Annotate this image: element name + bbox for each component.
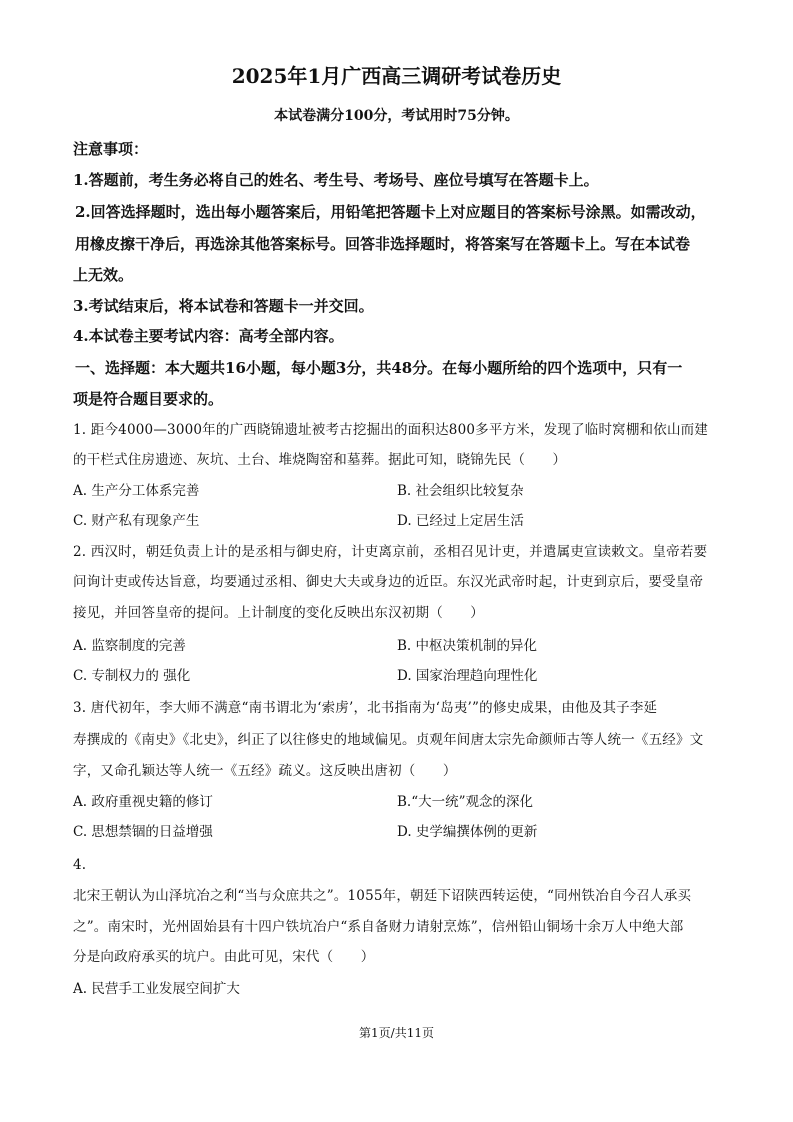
notice-item-1: 1.答题前，考生务必将自己的姓名、考生号、考场号、座位号填写在答题卡上。 [73,171,599,189]
question-text-line: 1. 距今4000—3000年的广西晓锦遗址被考古挖掘出的面积达800多平方米，发现了临时窝棚和依山而建 [73,422,709,438]
question-text-line: 北宋王朝认为山泽坑冶之利“当与众庶共之”。1055年，朝廷下诏陕西转运使，“同州铁冶自今召人承买 [73,888,692,904]
option-d: D. 国家治理趋向理性化 [397,668,538,684]
question-number: 4. [73,857,87,873]
notice-item-2-line-1: 2.回答选择题时，选出每小题答案后，用铅笔把答题卡上对应题目的答案标号涂黑。如需改动， [75,203,706,221]
option-b: B. 中枢决策机制的异化 [397,638,538,654]
option-c: C. 思想禁锢的日益增强 [73,824,213,840]
option-c: C. 专制权力的 强化 [73,668,191,684]
question-text-line: 分是向政府承买的坑户。由此可见，宋代（ ） [73,949,375,965]
question-text-line: 之”。南宋时，光州固始县有十四户铁坑冶户“系自备财力请射烹炼”，信州铅山铜场十余万人中绝大部 [73,919,684,935]
question-text-line: 的干栏式住房遗迹、灰坑、土台、堆烧陶窑和墓葬。据此可知，晓锦先民（ ） [73,452,567,468]
option-b: B.“大一统”观念的深化 [397,794,534,810]
section-heading-line-2: 项是符合题目要求的。 [73,390,224,408]
question-text-line: 2. 西汉时，朝廷负责上计的是丞相与御史府，计吏离京前，丞相召见计吏，并遣属吏宣读敕文。皇帝若要 [73,544,708,560]
section-heading-line-1: 一、选择题：本大题共16小题，每小题3分，共48分。在每小题所给的四个选项中，只有一 [75,359,683,377]
notice-item-3: 3.考试结束后，将本试卷和答题卡一并交回。 [73,297,374,315]
question-text-line: 寿撰成的《南史》《北史》，纠正了以往修史的地域偏见。贞观年间唐太宗先命颜师古等人统一《五经》文 [73,732,704,748]
notice-heading: 注意事项： [73,140,149,158]
option-c: C. 财产私有现象产生 [73,513,200,529]
option-d: D. 已经过上定居生活 [397,513,524,529]
notice-item-4: 4.本试卷主要考试内容：高考全部内容。 [73,327,344,345]
exam-title: 2025年1月广西高三调研考试卷历史 [231,64,562,88]
page-indicator: 第1页/共11页 [359,1026,434,1040]
option-a: A. 政府重视史籍的修订 [73,794,213,810]
question-text-line: 字，又命孔颖达等人统一《五经》疏义。这反映出唐初（ ） [73,763,457,779]
option-d: D. 史学编撰体例的更新 [397,824,538,840]
notice-item-2-line-2: 用橡皮擦干净后，再选涂其他答案标号。回答非选择题时，将答案写在答题卡上。写在本试卷 [75,235,691,253]
option-a: A. 民营手工业发展空间扩大 [73,981,240,997]
notice-item-2-line-3: 上无效。 [73,266,134,284]
exam-subtitle: 本试卷满分100分，考试用时75分钟。 [274,108,519,124]
question-text-line: 问询计吏或传达旨意，均要通过丞相、御史大夫或身边的近臣。东汉光武帝时起，计吏到京后，要受皇帝 [73,574,704,590]
question-text-line: 3. 唐代初年，李大师不满意“南书谓北为‘索虏’，北书指南为‘岛夷’”的修史成果，由他及其子李延 [73,700,658,716]
option-a: A. 生产分工体系完善 [73,483,200,499]
option-b: B. 社会组织比较复杂 [397,483,524,499]
option-a: A. 监察制度的完善 [73,638,186,654]
question-text-line: 接见，并回答皇帝的提问。上计制度的变化反映出东汉初期（ ） [73,605,484,621]
